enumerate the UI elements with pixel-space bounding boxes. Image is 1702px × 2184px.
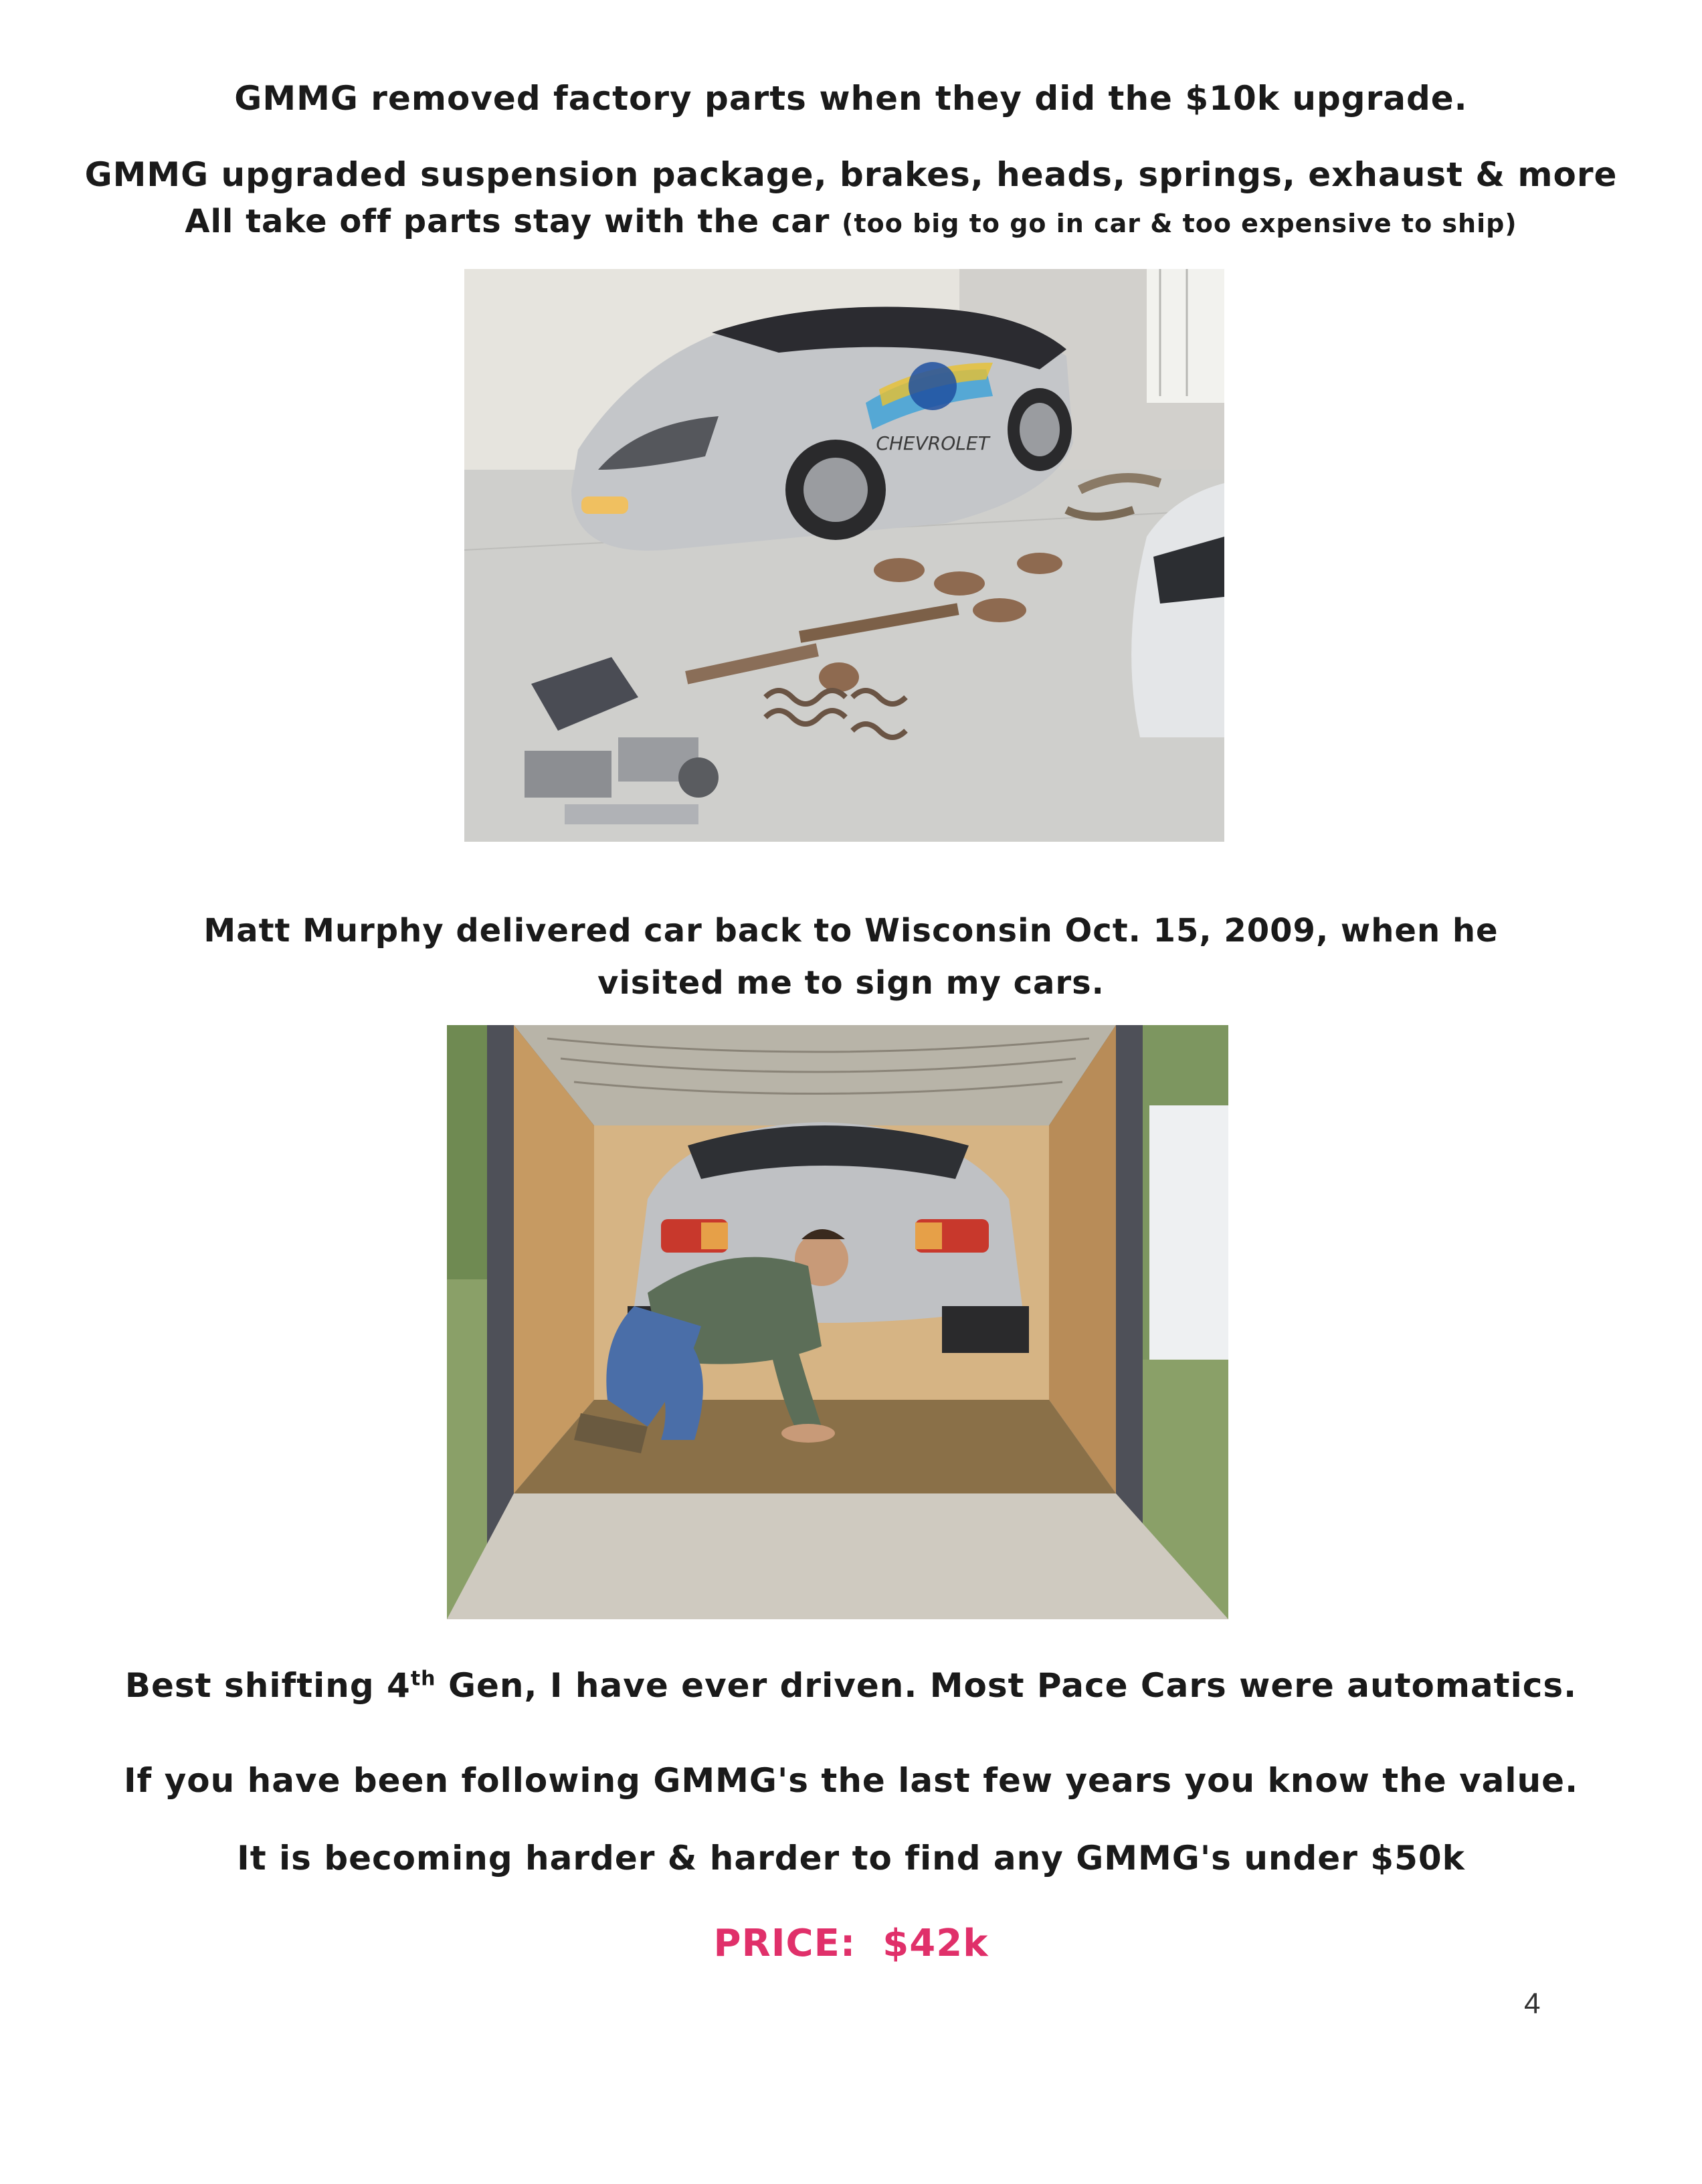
- photo-trailer-delivery: [447, 1025, 1228, 1619]
- take-off-parts-line: [0, 203, 1702, 240]
- price-value: $42k: [882, 1922, 989, 1965]
- shifting-note-pre: Best shifting 4: [124, 1666, 411, 1705]
- delivery-note: Matt Murphy delivered car back to Wisconsin Oct. 15, 2009, when he visited me to sign my cars.: [203, 912, 1499, 1002]
- shifting-note-post: Gen, I have ever driven. Most Pace Cars were automatics.: [436, 1666, 1578, 1705]
- price-line: [0, 1922, 1702, 1965]
- value-note: If you have been following GMMG's the last few years you know the value.: [123, 1761, 1579, 1800]
- market-note: It is becoming harder & harder to find any GMMG's under $50k: [237, 1839, 1465, 1878]
- price-label: PRICE:: [713, 1922, 856, 1965]
- take-off-parts-note: (too big to go in car & too expensive to ship): [842, 209, 1517, 238]
- chevrolet-badge-text: CHEVROLET: [876, 432, 989, 454]
- page-number: 4: [1524, 1987, 1541, 2020]
- heading-upgrade-note: GMMG removed factory parts when they did the $10k upgrade.: [234, 79, 1468, 118]
- take-off-parts-main: All take off parts stay with the car: [185, 203, 830, 240]
- upgrade-details-line: GMMG upgraded suspension package, brakes, heads, springs, exhaust & more: [84, 155, 1618, 194]
- shifting-note: [0, 1666, 1702, 1705]
- shifting-note-sup: th: [410, 1667, 436, 1691]
- photo-car-with-parts: [464, 269, 1224, 842]
